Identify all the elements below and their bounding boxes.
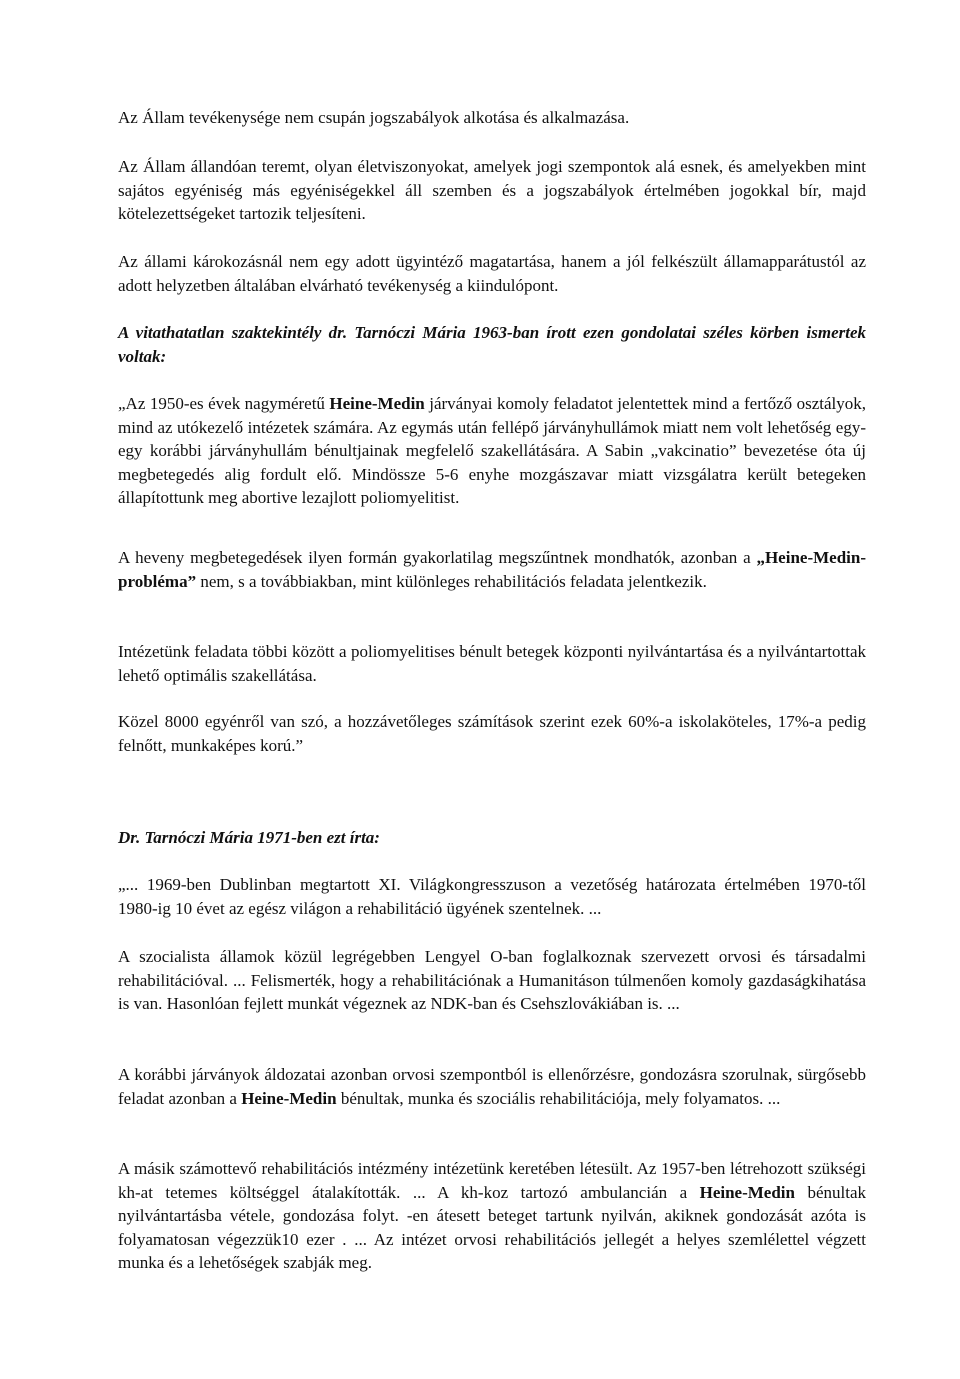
problem-bold-term: „Heine-Medin-probléma” <box>118 548 866 591</box>
quote-epidemics-1950s <box>118 392 866 510</box>
paragraph-institute-task: Intézetünk feladata többi között a poliomyelitises bénult betegek központi nyilvántartása és a nyilvántartottak lehető optimális szakellátása. <box>118 642 866 685</box>
paragraph-socialist-states: A szocialista államok közül legrégebben Lengyel O-ban foglalkoznak szervezett orvosi és társadalmi rehabilitációval. ... Felismerték, hogy a rehabilitációnak a Humanitáson túlmenően komoly gazdaságkihatása is van. Hasonlóan fejlett munkát végeznek az NDK-ban és Csehszlovákiában is. ... <box>118 947 866 1014</box>
other-text-a: A másik számottevő rehabilitációs intézmény intézetünk keretében létesült. Az 1957-ben létrehozott szükségi kh-at tetemes költséggel átalakították. ... A kh-koz tartozó ambulancián a <box>118 1159 866 1202</box>
paragraph-8000-individuals: Közel 8000 egyénről van szó, a hozzávetőleges számítások szerint ezek 60%-a iskolaköteles, 17%-a pedig felnőtt, munkaképes korú.” <box>118 712 866 755</box>
problem-text-c: nem, s a továbbiakban, mint különleges rehabilitációs feladata jelentkezik. <box>196 571 707 591</box>
document-page <box>118 0 866 1379</box>
paragraph-state-activity: Az Állam tevékenysége nem csupán jogszabályok alkotása és alkalmazása. <box>118 108 630 127</box>
paragraph-other-institution <box>118 1157 866 1275</box>
earlier-text-a: A korábbi járványok áldozatai azonban orvosi szempontból is ellenőrzésre, gondozásra szorulnak, sürgősebb feladat azonban a <box>118 1065 866 1108</box>
earlier-text-c: bénultak, munka és szociális rehabilitációja, mely folyamatos. ... <box>336 1088 781 1108</box>
paragraph-state-relations: Az Állam állandóan teremt, olyan életviszonyokat, amelyek jogi szempontok alá esnek, és amelyekben mint sajátos egyéniség más egyéniségekkel áll szemben és a jogszabályok értelmében jogokkal bír, majd kötelezettségeket tartozik teljesíteni. <box>118 157 866 224</box>
heading-tarnoczi-1971: Dr. Tarnóczi Mária 1971-ben ezt írta: <box>118 828 380 847</box>
quote-epidemics-bold-term: Heine-Medin <box>329 394 425 413</box>
paragraph-heine-medin-problem <box>118 546 866 593</box>
heading-tarnoczi-1963: A vitathatatlan szaktekintély dr. Tarnóczi Mária 1963-ban írott ezen gondolatai széles körben ismertek voltak: <box>118 323 866 366</box>
other-bold-term: Heine-Medin <box>699 1182 795 1202</box>
other-text-c: bénultak nyilvántartásba vétele, gondozása folyt. -en átesett beteget tartunk nyilván, akiknek gondozását azóta is folyamatosan végezzük10 ezer . ... Az intézet orvosi rehabilitációs jellegét a helyes szemlélettel végzett munka és a lehetőségek szabják meg. <box>118 1182 867 1273</box>
paragraph-world-congress: „... 1969-ben Dublinban megtartott XI. Világkongresszuson a vezetőség határozata értelmében 1970-től 1980-ig 10 évet az egész világon a rehabilitáció ügyének szentelnek. ... <box>118 875 866 918</box>
paragraph-state-damages: Az állami károkozásnál nem egy adott ügyintéző magatartása, hanem a jól felkészült államapparátustól az adott helyzetben általában elvárható tevékenység a kiindulópont. <box>118 252 866 295</box>
paragraph-earlier-epidemics <box>118 1063 866 1110</box>
quote-epidemics-text-a: „Az 1950-es évek nagyméretű <box>118 394 330 413</box>
problem-text-a: A heveny megbetegedések ilyen formán gyakorlatilag megszűntnek mondhatók, azonban a <box>118 548 757 567</box>
quote-epidemics-text-c: járványai komoly feladatot jelentettek mind a fertőző osztályok, mind az utókezelő intézetek számára. Az egymás után fellépő járványhullámok miatt nem volt lehetőség egy-egy korábbi járványhullám bénultjainak megfelelő szakellátására. A Sabin „vakcinatio” bevezetése óta új megbetegedés alig fordult elő. Mindössze 5-6 enyhe mozgászavar miatt vizsgálatra került betegeken állapítottunk meg abortive lezajlott poliomyelitist. <box>118 394 866 508</box>
earlier-bold-term: Heine-Medin <box>241 1088 337 1108</box>
